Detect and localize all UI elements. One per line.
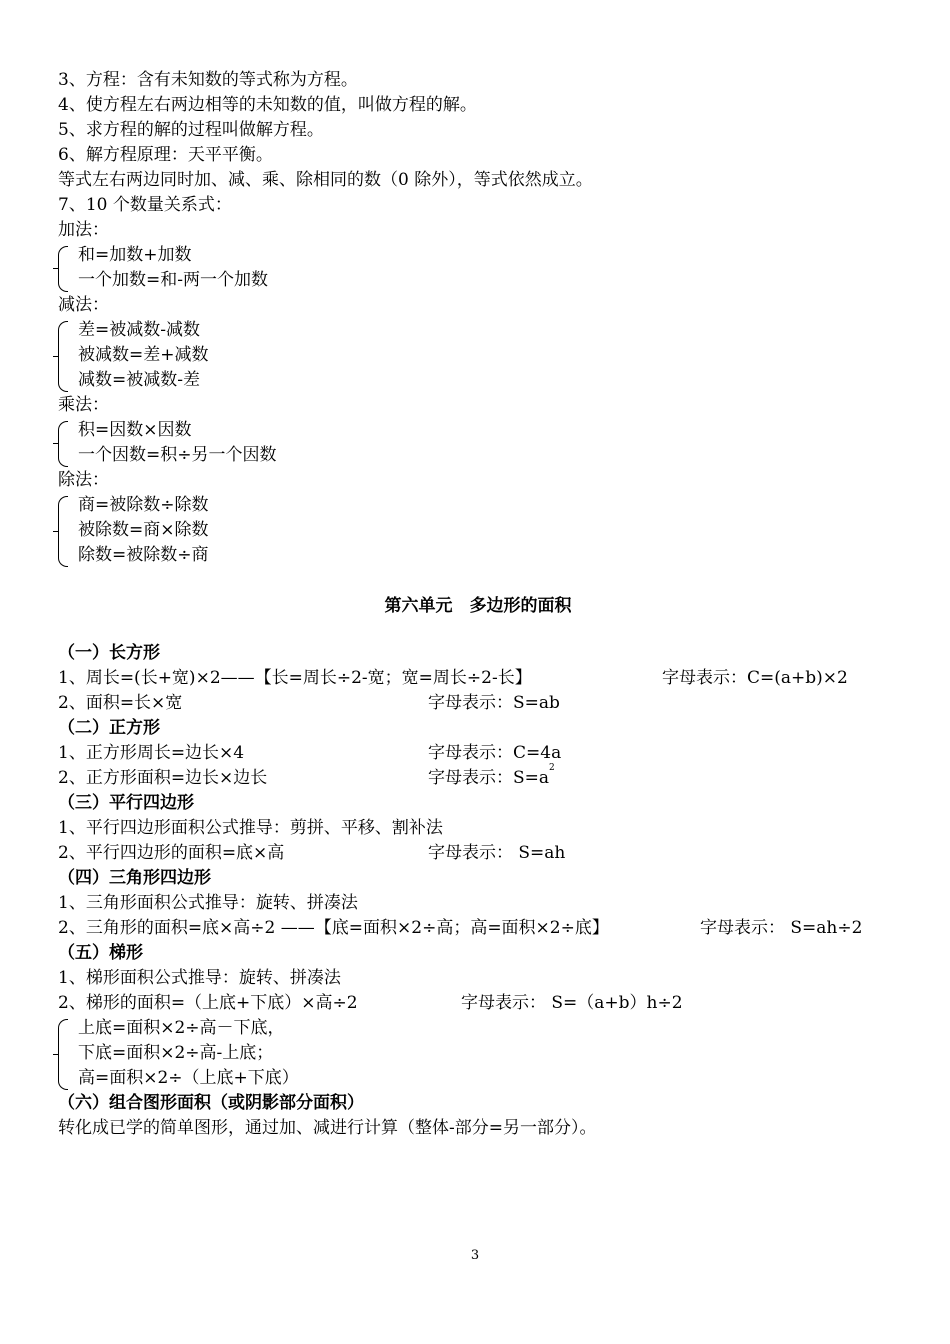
relation-item: 一个加数=和-两一个加数: [78, 270, 268, 290]
relation-item: 被除数=商×除数: [78, 520, 209, 540]
parallelogram-line-1: 1、平行四边形面积公式推导：剪拼、平移、割补法: [58, 818, 443, 838]
unit-title: 第六单元 多边形的面积: [384, 596, 572, 616]
trapezoid-relations: [58, 1016, 898, 1091]
trapezoid-relation-item: 高=面积×2÷（上底+下底）: [78, 1068, 299, 1088]
page-number: 3: [470, 1248, 480, 1263]
square-area-text: 2、正方形面积=边长×边长: [58, 768, 268, 788]
trapezoid-area-formula: 字母表示： S=（a+b）h÷2: [461, 993, 683, 1013]
section-title-rectangle: （一）长方形: [58, 643, 160, 663]
rectangle-line-1: [58, 666, 898, 691]
relation-label-addition: 加法：: [58, 220, 109, 240]
composite-line-1: 转化成已学的简单图形，通过加、减进行计算（整体-部分=另一部分）。: [58, 1118, 597, 1138]
brace-icon: [58, 321, 68, 392]
relation-group-addition: [58, 243, 898, 293]
square-perimeter-text: 1、正方形周长=边长×4: [58, 743, 245, 763]
relation-group-division: [58, 493, 898, 568]
relation-item: 和=加数+加数: [78, 245, 192, 265]
relation-item: 差=被减数-减数: [78, 320, 200, 340]
square-perimeter-formula: 字母表示：C=4a: [428, 743, 562, 763]
trapezoid-relation-item: 上底=面积×2÷高－下底，: [78, 1018, 285, 1038]
rectangle-perimeter-text: 1、周长=(长+宽)×2——【长=周长÷2-宽；宽=周长÷2-长】: [58, 668, 532, 688]
rectangle-area-formula: 字母表示：S=ab: [428, 693, 560, 713]
triangle-line-1: 1、三角形面积公式推导：旋转、拼凑法: [58, 893, 358, 913]
square-line-1: [58, 741, 898, 766]
relation-item: 一个因数=积÷另一个因数: [78, 445, 277, 465]
intro-line-3: 5、求方程的解的过程叫做解方程。: [58, 120, 324, 140]
relation-label-subtraction: 减法：: [58, 295, 109, 315]
parallelogram-area-text: 2、平行四边形的面积=底×高: [58, 843, 285, 863]
relation-item: 被减数=差+减数: [78, 345, 209, 365]
intro-line-4: 6、解方程原理：天平平衡。: [58, 145, 273, 165]
relation-group-multiplication: [58, 418, 898, 468]
document-page: [58, 68, 898, 1141]
relation-item: 减数=被减数-差: [78, 370, 200, 390]
parallelogram-line-2: [58, 841, 898, 866]
intro-line-6: 7、10 个数量关系式：: [58, 195, 232, 215]
relation-item: 积=因数×因数: [78, 420, 192, 440]
square-area-formula: [428, 763, 555, 791]
triangle-area-formula: 字母表示： S=ah÷2: [700, 918, 863, 938]
section-title-trapezoid: （五）梯形: [58, 943, 143, 963]
trapezoid-area-text: 2、梯形的面积=（上底+下底）×高÷2: [58, 993, 358, 1013]
section-title-square: （二）正方形: [58, 718, 160, 738]
brace-icon: [58, 246, 68, 292]
relation-item: 除数=被除数÷商: [78, 545, 209, 565]
rectangle-area-text: 2、面积=长×宽: [58, 693, 183, 713]
brace-icon: [58, 1019, 68, 1090]
square-exponent: 2: [549, 763, 555, 773]
rectangle-perimeter-formula: 字母表示：C=(a+b)×2: [662, 668, 848, 688]
trapezoid-line-1: 1、梯形面积公式推导：旋转、拼凑法: [58, 968, 341, 988]
relation-item: 商=被除数÷除数: [78, 495, 209, 515]
trapezoid-relation-item: 下底=面积×2÷高-上底；: [78, 1043, 274, 1063]
intro-line-1: 3、方程：含有未知数的等式称为方程。: [58, 70, 358, 90]
brace-icon: [58, 496, 68, 567]
relation-label-multiplication: 乘法：: [58, 395, 109, 415]
section-title-composite: （六）组合图形面积（或阴影部分面积）: [58, 1093, 364, 1113]
section-title-triangle: （四）三角形四边形: [58, 868, 211, 888]
square-line-2: [58, 763, 898, 791]
trapezoid-line-2: [58, 991, 898, 1016]
brace-icon: [58, 421, 68, 467]
relation-label-division: 除法：: [58, 470, 109, 490]
triangle-line-2: [58, 916, 898, 941]
parallelogram-area-formula: 字母表示： S=ah: [428, 843, 566, 863]
rectangle-line-2: [58, 691, 898, 716]
square-area-formula-text: 字母表示：S=a: [428, 768, 550, 788]
intro-line-2: 4、使方程左右两边相等的未知数的值，叫做方程的解。: [58, 95, 477, 115]
intro-line-5: 等式左右两边同时加、减、乘、除相同的数（0 除外），等式依然成立。: [58, 170, 593, 190]
triangle-area-text: 2、三角形的面积=底×高÷2 ——【底=面积×2÷高；高=面积×2÷底】: [58, 918, 609, 938]
relation-group-subtraction: [58, 318, 898, 393]
section-title-parallelogram: （三）平行四边形: [58, 793, 194, 813]
